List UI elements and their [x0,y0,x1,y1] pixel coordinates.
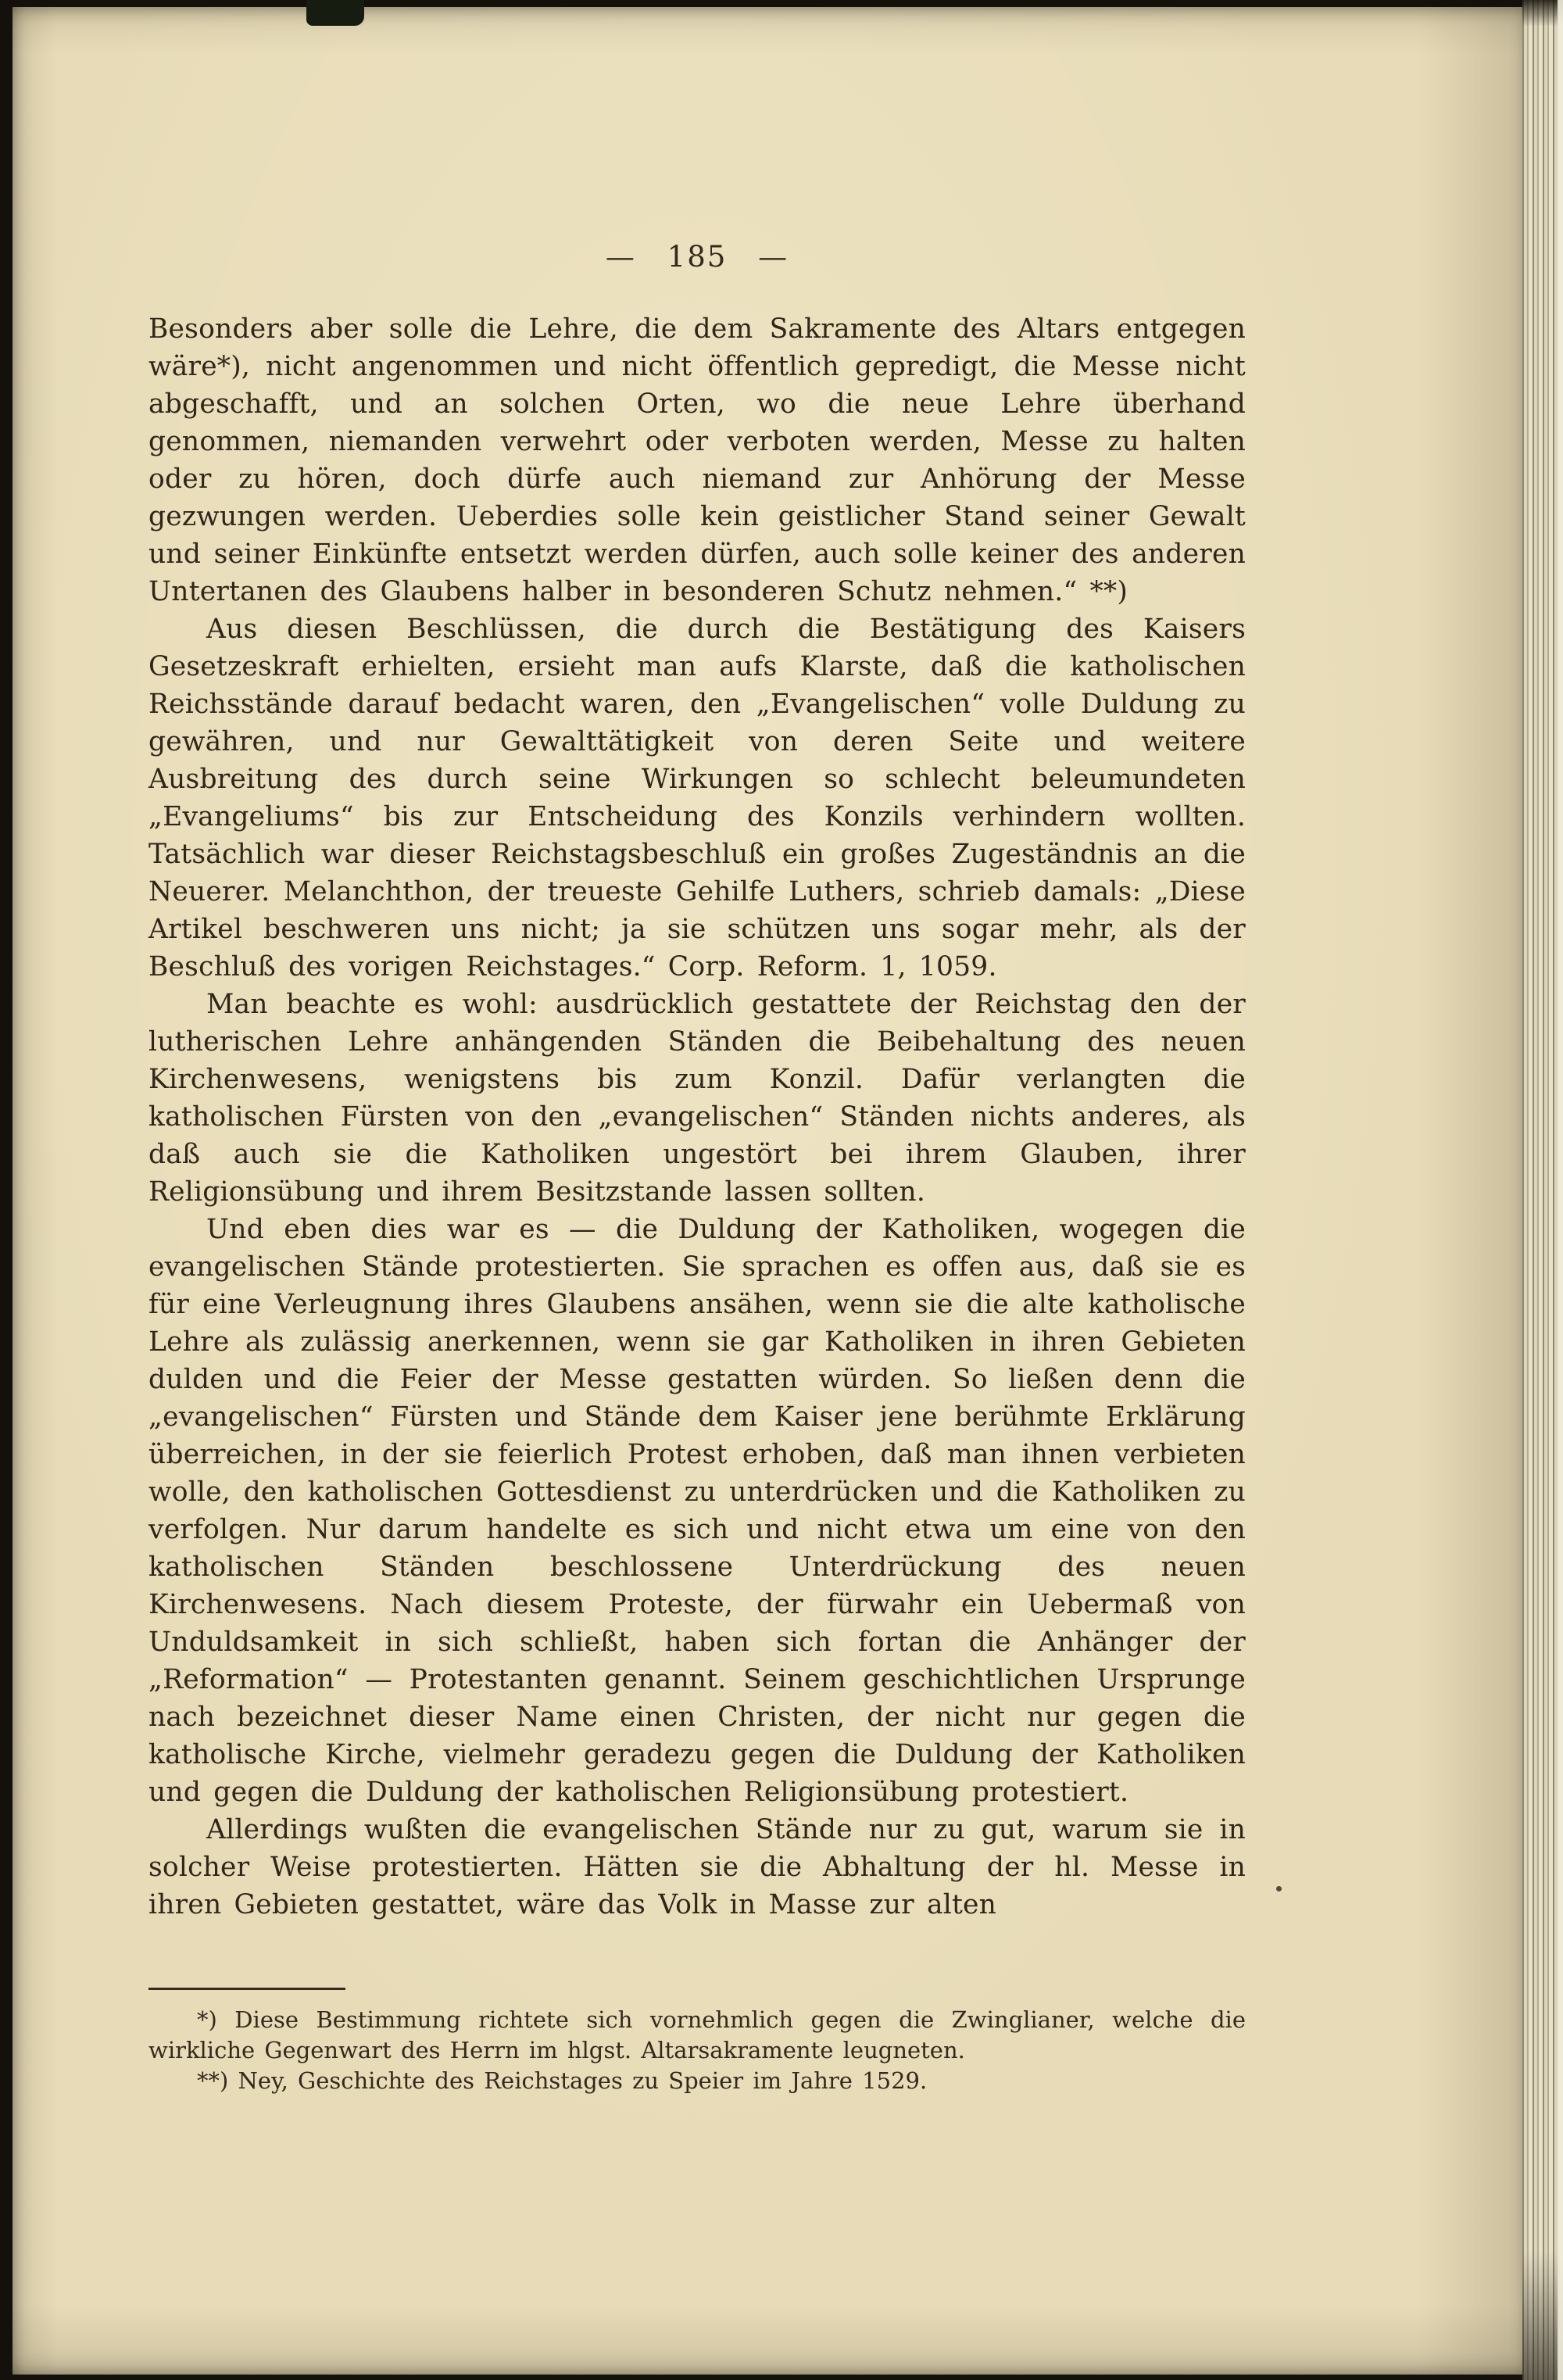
paragraph-2: Aus diesen Beschlüssen, die durch die Bestätigung des Kaisers Gesetzeskraft erhielten, ersieht man aufs Klarste, daß die katholischen Reichsstände darauf bedacht waren, den „Evangelischen“ volle Duldung zu gewähren, und nur Gewalttätigkeit von deren Seite und weitere Ausbreitung des durch seine Wirkungen so schlecht beleumundeten „Evangeliums“ bis zur Entscheidung des Konzils verhindern wollten. Tatsächlich war dieser Reichstagsbeschluß ein großes Zugeständnis an die Neuerer. Melanchthon, der treueste Gehilfe Luthers, schrieb damals: „Diese Artikel beschweren uns nicht; ja sie schützen uns sogar mehr, als der Beschluß des vorigen Reichstages.“ Corp. Reform. 1, 1059. [148,614,1246,982]
footnote-1: *) Diese Bestimmung richtete sich vornehmlich gegen die Zwinglianer, welche die wirkliche Gegenwart des Herrn im hlgst. Altarsakramente leugneten. [148,2006,1246,2063]
scan-artifact-top-edge [306,0,364,26]
page-number: — 185 — [605,240,789,274]
paragraph-4: Und eben dies war es — die Duldung der Katholiken, wogegen die evangelischen Stände protestierten. Sie sprachen es offen aus, daß sie es für eine Verleugnung ihres Glaubens ansähen, wenn sie die alte katholische Lehre als zulässig anerkennen, wenn sie gar Katholiken in ihren Gebieten dulden und die Feier der Messe gestatten würden. So ließen denn die „evangelischen“ Fürsten und Stände dem Kaiser jene berühmte Erklärung überreichen, in der sie feierlich Protest erhoben, daß man ihnen verbieten wolle, den katholischen Gottesdienst zu unterdrücken und die Katholiken zu verfolgen. Nur darum handelte es sich und nicht etwa um eine von den katholischen Ständen beschlossene Unterdrückung des neuen Kirchenwesens. Nach diesem Proteste, der fürwahr ein Uebermaß von Unduldsamkeit in sich schließt, haben sich fortan die Anhänger der „Reformation“ — Protestanten genannt. Seinem geschichtlichen Ursprunge nach bezeichnet dieser Name einen Christen, der nicht nur gegen die katholische Kirche, vielmehr geradezu gegen die Duldung der Katholiken und gegen die Duldung der katholischen Religionsübung protestiert. [148,1214,1246,1808]
paragraph-3: Man beachte es wohl: ausdrücklich gestattete der Reichstag den der lutherischen Lehre anhängenden Ständen die Beibehaltung des neuen Kirchenwesens, wenigstens bis zum Konzil. Dafür verlangten die katholischen Fürsten von den „evangelischen“ Ständen nichts anderes, als daß auch sie die Katholiken ungestört bei ihrem Glauben, ihrer Religionsübung und ihrem Besitzstande lassen sollten. [148,989,1246,1208]
book-fore-edge-pages [1522,0,1563,2380]
footnotes [148,2005,1246,2096]
footnote-separator [148,1988,345,1990]
footnote-2: **) Ney, Geschichte des Reichstages zu Speier im Jahre 1529. [197,2067,928,2094]
book-page [13,7,1522,2375]
ink-speck [1276,1886,1282,1891]
paragraph-1: Besonders aber solle die Lehre, die dem Sakramente des Altars entgegen wäre*), nicht angenommen und nicht öffentlich gepredigt, die Messe nicht abgeschafft, und an solchen Orten, wo die neue Lehre überhand genommen, niemanden verwehrt oder verboten werden, Messe zu halten oder zu hören, doch dürfe auch niemand zur Anhörung der Messe gezwungen werden. Ueberdies solle kein geistlicher Stand seiner Gewalt und seiner Einkünfte entsetzt werden dürfen, auch solle keiner des anderen Untertanen des Glaubens halber in besonderen Schutz nehmen.“ **) [148,313,1246,607]
text-block [148,310,1246,1924]
paragraph-5: Allerdings wußten die evangelischen Stände nur zu gut, warum sie in solcher Weise protestierten. Hätten sie die Abhaltung der hl. Messe in ihren Gebieten gestattet, wäre das Volk in Masse zur alten [148,1814,1246,1920]
